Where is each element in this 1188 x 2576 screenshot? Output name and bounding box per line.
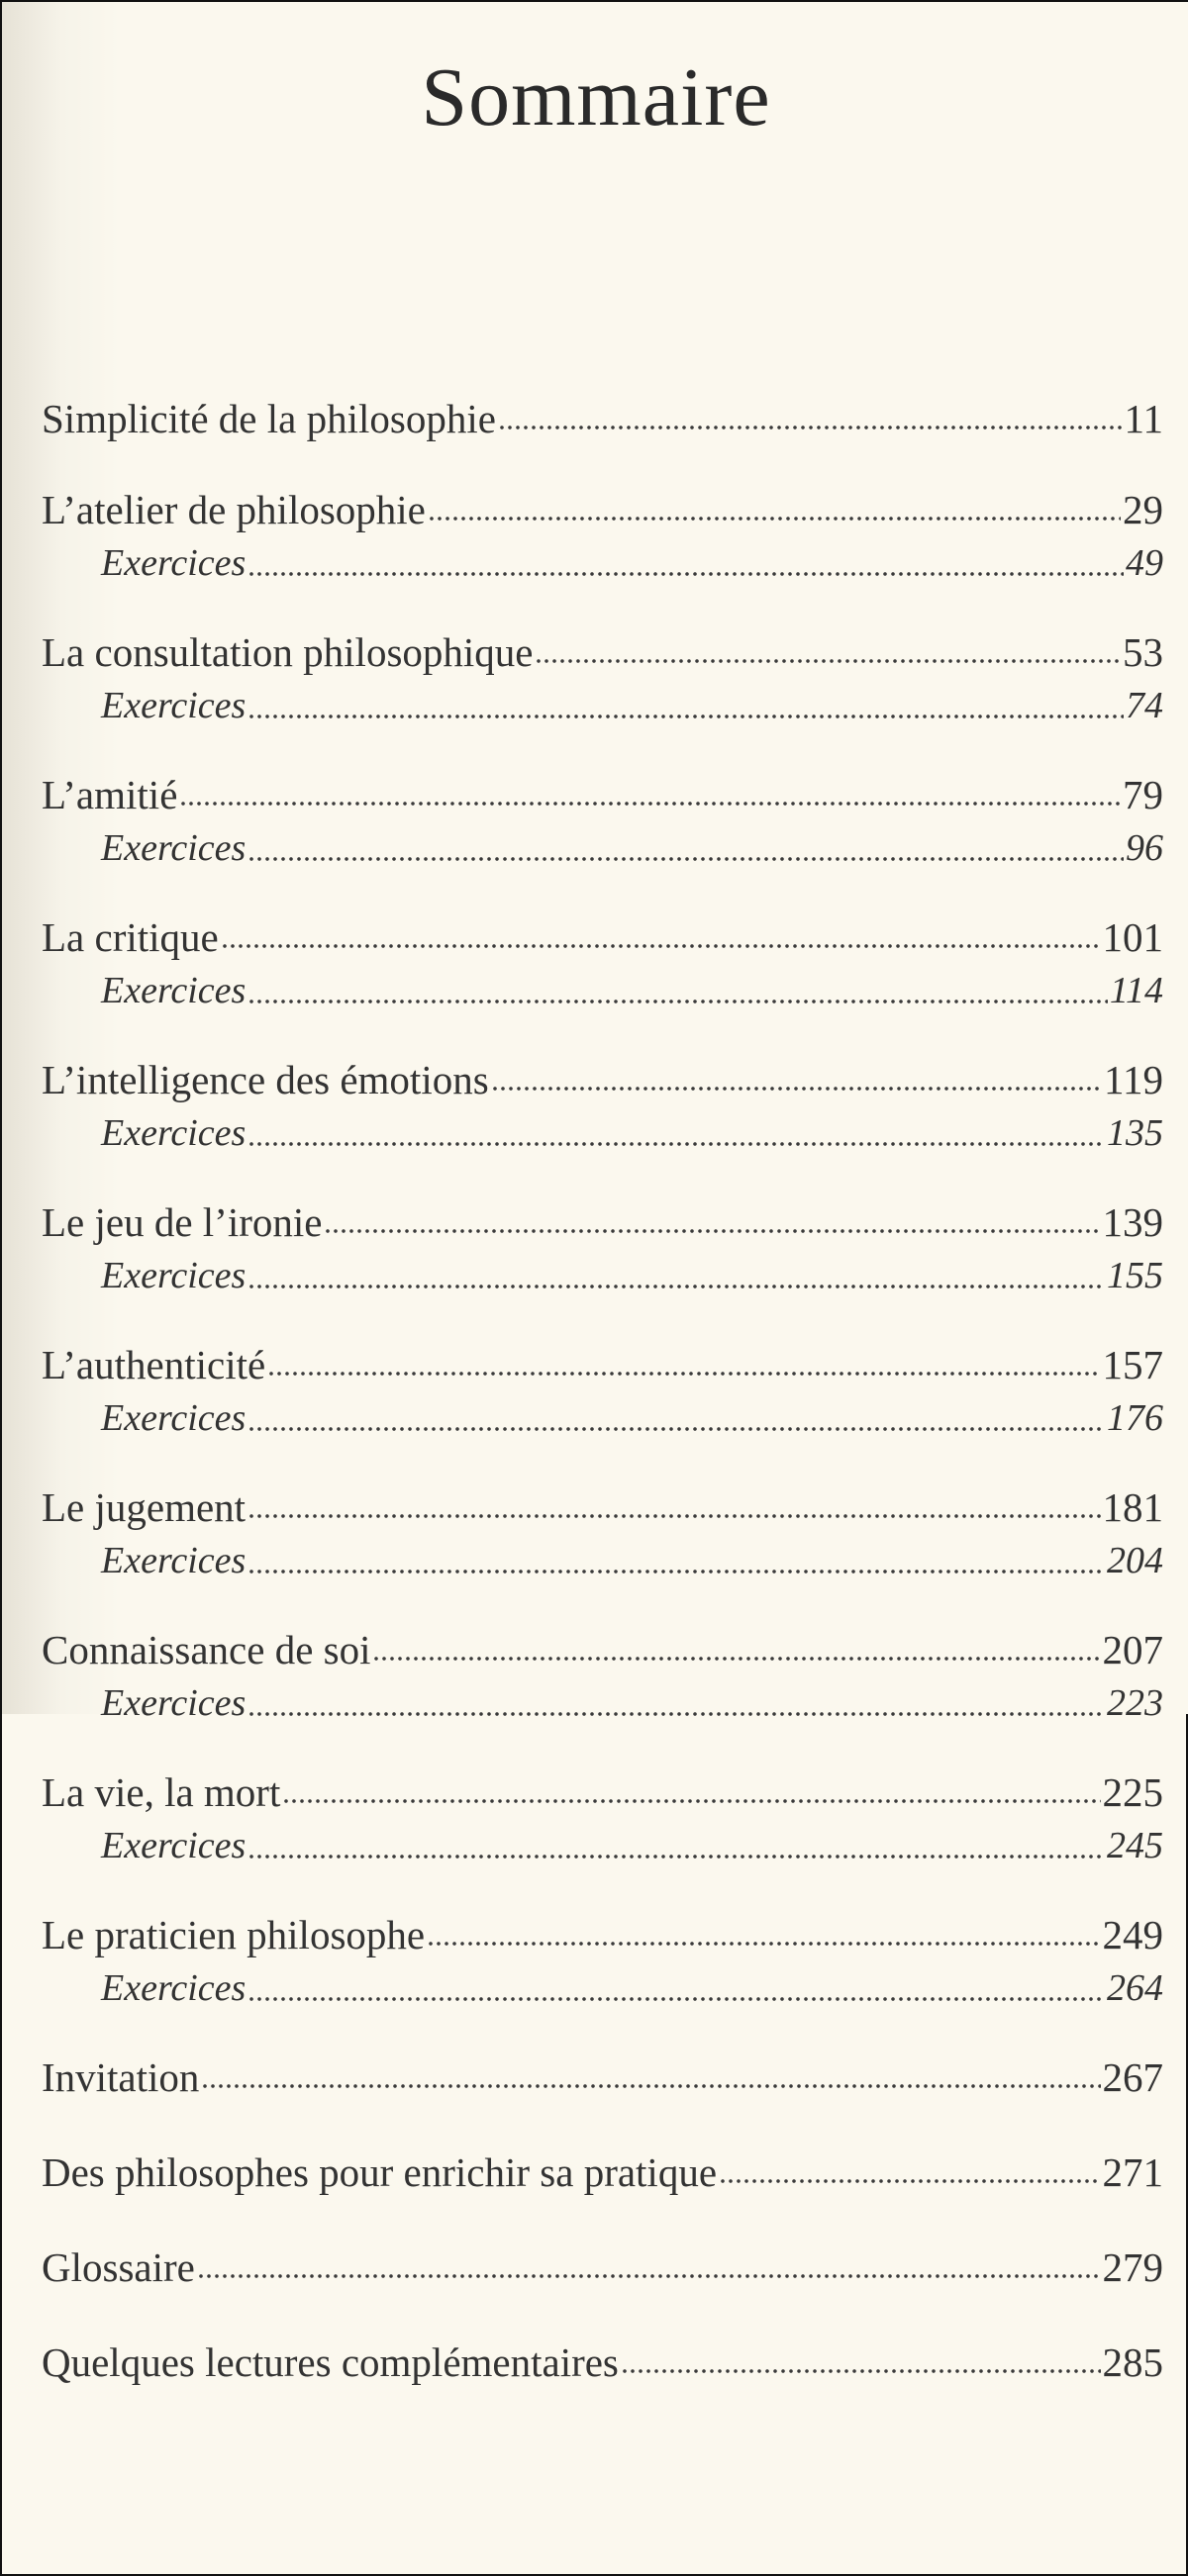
entry-page: 119 [1104,1057,1163,1102]
toc-entry[interactable] [42,2242,1163,2293]
leader-dots [179,799,1121,809]
toc-subentry-exercices[interactable] [42,822,1163,874]
toc-entry[interactable] [42,1909,1163,1960]
entry-title: Le jeu de l’ironie [42,1199,323,1245]
entry-page: 79 [1123,772,1163,817]
leader-dots [427,1939,1100,1949]
subentry-label: Exercices [101,1255,247,1296]
entry-title: L’amitié [42,772,178,817]
toc-subentry-exercices[interactable] [42,1820,1163,1871]
subentry-label: Exercices [101,827,247,869]
toc-group [42,1196,1163,1301]
subentry-page: 176 [1107,1397,1163,1439]
toc-group [42,1481,1163,1586]
toc-group [42,1339,1163,1444]
page-title: Sommaire [421,51,771,143]
leader-dots [248,712,1124,721]
leader-dots [282,1796,1100,1806]
entry-page: 181 [1102,1484,1163,1530]
leader-dots [267,1369,1100,1379]
entry-page: 285 [1102,2339,1163,2385]
subentry-page: 114 [1109,970,1163,1011]
subentry-label: Exercices [101,685,247,726]
entry-page: 139 [1102,1199,1163,1245]
leader-dots [491,1084,1102,1094]
entry-page: 279 [1102,2244,1163,2290]
leader-dots [621,2366,1101,2376]
toc-subentry-exercices[interactable] [42,680,1163,731]
toc-subentry-exercices[interactable] [42,1962,1163,2014]
leader-dots [248,1511,1100,1521]
toc-group [42,769,1163,874]
toc-group [42,911,1163,1016]
entry-title: L’intelligence des émotions [42,1057,489,1102]
toc-entry[interactable] [42,484,1163,535]
entry-title: L’atelier de philosophie [42,487,426,532]
leader-dots [248,1282,1105,1291]
toc-entry[interactable] [42,2337,1163,2388]
toc-group [42,393,1163,444]
leader-dots [324,1226,1100,1236]
leader-dots [248,1994,1105,2004]
entry-page: 53 [1123,629,1163,675]
leader-dots [535,656,1121,666]
toc-group [42,1909,1163,2014]
toc-subentry-exercices[interactable] [42,1250,1163,1301]
toc-group [42,2051,1163,2103]
leader-dots [248,1567,1105,1576]
subentry-label: Exercices [101,542,247,584]
entry-page: 207 [1102,1627,1163,1672]
toc-group [42,1766,1163,1871]
toc-entry[interactable] [42,393,1163,444]
leader-dots [248,1424,1105,1434]
entry-title: La vie, la mort [42,1769,281,1815]
entry-page: 225 [1102,1769,1163,1815]
subentry-page: 135 [1107,1112,1163,1154]
entry-title: Connaissance de soi [42,1627,371,1672]
leader-dots [197,2271,1101,2281]
subentry-label: Exercices [101,1682,247,1724]
entry-page: 249 [1102,1912,1163,1957]
leader-dots [221,941,1101,951]
leader-dots [248,854,1124,864]
subentry-page: 96 [1126,827,1163,869]
entry-title: Glossaire [42,2244,195,2290]
toc-group [42,2147,1163,2198]
entry-page: 157 [1102,1342,1163,1387]
entry-title: Simplicité de la philosophie [42,396,496,441]
toc-entry[interactable] [42,2147,1163,2198]
subentry-label: Exercices [101,1967,247,2009]
subentry-page: 74 [1126,685,1163,726]
toc-group [42,1624,1163,1729]
leader-dots [248,569,1124,579]
subentry-page: 245 [1107,1825,1163,1866]
toc-group [42,2337,1163,2388]
entry-title: La consultation philosophique [42,629,534,675]
entry-title: La critique [42,914,219,960]
entry-title: Invitation [42,2054,200,2100]
toc-entry[interactable] [42,1766,1163,1818]
leader-dots [201,2081,1100,2091]
subentry-page: 264 [1107,1967,1163,2009]
toc-group [42,1054,1163,1159]
toc-subentry-exercices[interactable] [42,1677,1163,1729]
entry-title: Le jugement [42,1484,247,1530]
leader-dots [428,514,1121,524]
toc-entry[interactable] [42,1339,1163,1390]
entry-page: 267 [1102,2054,1163,2100]
toc-entry[interactable] [42,1054,1163,1105]
toc-subentry-exercices[interactable] [42,965,1163,1016]
subentry-label: Exercices [101,1112,247,1154]
entry-page: 101 [1102,914,1163,960]
toc-entry[interactable] [42,769,1163,820]
leader-dots [248,1852,1105,1861]
subentry-page: 155 [1107,1255,1163,1296]
subentry-label: Exercices [101,1540,247,1581]
entry-title: L’authenticité [42,1342,266,1387]
subentry-label: Exercices [101,1825,247,1866]
toc-entry[interactable] [42,1624,1163,1675]
entry-title: Le praticien philosophe [42,1912,426,1957]
subentry-label: Exercices [101,970,247,1011]
subentry-page: 223 [1107,1682,1163,1724]
toc-group [42,484,1163,589]
toc-entry[interactable] [42,1481,1163,1533]
toc-subentry-exercices[interactable] [42,537,1163,589]
leader-dots [248,1139,1105,1149]
leader-dots [248,997,1108,1006]
toc-entry[interactable] [42,2051,1163,2103]
entry-page: 271 [1102,2149,1163,2195]
entry-page: 29 [1123,487,1163,532]
entry-title: Quelques lectures complémentaires [42,2339,619,2385]
entry-page: 11 [1124,396,1163,441]
subentry-page: 204 [1107,1540,1163,1581]
toc-subentry-exercices[interactable] [42,1107,1163,1159]
toc-subentry-exercices[interactable] [42,1392,1163,1444]
subentry-label: Exercices [101,1397,247,1439]
toc-entry[interactable] [42,1196,1163,1248]
table-of-contents [42,393,1163,2426]
leader-dots [372,1654,1100,1664]
leader-dots [248,1709,1105,1719]
leader-dots [719,2176,1100,2186]
toc-entry[interactable] [42,911,1163,963]
entry-title: Des philosophes pour enrichir sa pratique [42,2149,718,2195]
toc-group [42,626,1163,731]
toc-subentry-exercices[interactable] [42,1535,1163,1586]
subentry-page: 49 [1126,542,1163,584]
toc-entry[interactable] [42,626,1163,678]
leader-dots [498,423,1123,432]
toc-group [42,2242,1163,2293]
